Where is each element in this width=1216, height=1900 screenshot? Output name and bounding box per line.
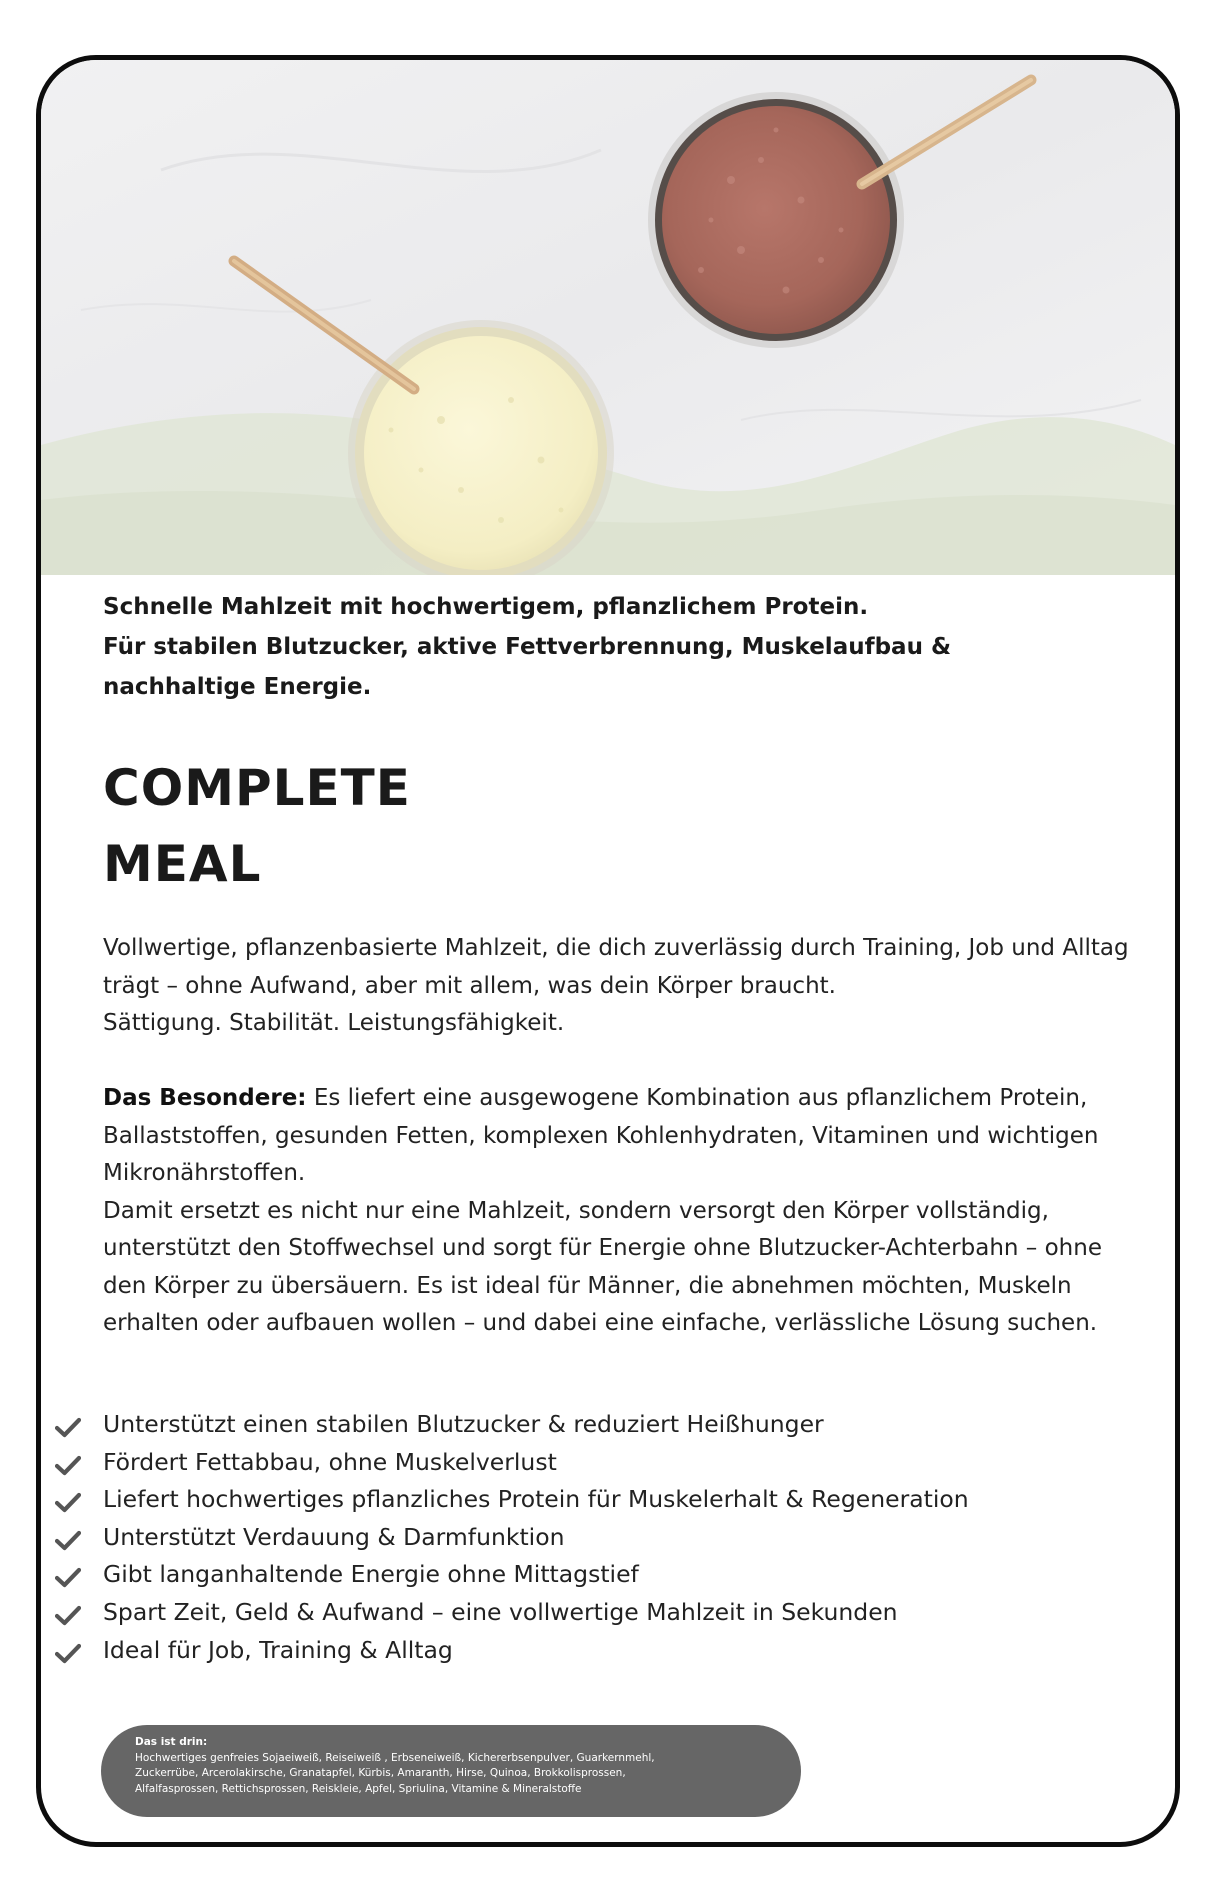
benefit-text: Unterstützt Verdauung & Darmfunktion [103,1522,565,1551]
description-paragraph: Damit ersetzt es nicht nur eine Mahlzeit, sondern versorgt den Körper vollständig, unterstützt den Stoffwechsel und sorgt für Energie ohne Blutzucker-Achterbahn – ohne den Körper zu übersäuern. Es ist ideal für Männer, die abnehmen möchten, Muskeln erhalten oder aufbauen wollen – und dabei eine einfache, verlässliche Lösung suchen. [103,1197,1102,1336]
special-text: Es liefert eine ausgewogene Kombination aus pflanzlichem Protein, Ballaststoffen, gesunden Fetten, komplexen Kohlenhydraten, Vitaminen und wichtigen Mikronährstoffen. [103,1085,1099,1186]
title-line: MEAL [103,835,262,893]
smoothie-photo [41,60,1175,575]
intro-line: nachhaltige Energie. [103,674,372,700]
description-tagline: Sättigung. Stabilität. Leistungsfähigkeit. [103,1010,565,1036]
intro-text [103,587,1103,707]
checkmark-icon [55,1643,81,1665]
checkmark-icon [55,1605,81,1627]
benefit-item [41,1481,1141,1519]
checkmark-icon [55,1417,81,1439]
benefit-text: Fördert Fettabbau, ohne Muskelverlust [103,1447,557,1476]
intro-line: Schnelle Mahlzeit mit hochwertigem, pflanzlichem Protein. [103,594,869,620]
benefit-text: Liefert hochwertiges pflanzliches Protein für Muskelerhalt & Regeneration [103,1485,969,1514]
intro-line: Für stabilen Blutzucker, aktive Fettverbrennung, Muskelaufbau & [103,634,952,660]
benefit-item [41,1632,1141,1670]
ingredients-line: Zuckerrübe, Arcerolakirsche, Granatapfel, Kürbis, Amaranth, Hirse, Quinoa, Brokkolisprossen, [135,1767,626,1779]
benefit-text: Ideal für Job, Training & Alltag [103,1635,453,1664]
benefit-item [41,1406,1141,1444]
benefit-item [41,1444,1141,1482]
checkmark-icon [55,1530,81,1552]
checkmark-icon [55,1567,81,1589]
product-card [36,55,1180,1847]
benefit-item [41,1594,1141,1632]
benefit-text: Unterstützt einen stabilen Blutzucker & reduziert Heißhunger [103,1410,824,1438]
title-line: COMPLETE [103,759,411,817]
checkmark-icon [55,1455,81,1477]
special-label: Das Besondere: [103,1085,307,1111]
benefit-item [41,1556,1141,1594]
benefit-text: Gibt langanhaltende Energie ohne Mittagstief [103,1560,639,1589]
description-paragraph: Vollwertige, pflanzenbasierte Mahlzeit, die dich zuverlässig durch Training, Job und Alltag trägt – ohne Aufwand, aber mit allem, was dein Körper braucht. [103,935,1129,999]
page-title [103,750,411,902]
benefit-item [41,1519,1141,1557]
benefit-list [41,1406,1141,1669]
ingredients-line: Alfalfasprossen, Rettichsprossen, Reiskleie, Apfel, Spriulina, Vitamine & Mineralstoffe [135,1782,582,1795]
special-paragraph [103,1080,1133,1193]
ingredients-title: Das ist drin: [135,1736,208,1748]
ingredients-line: Hochwertiges genfreies Sojaeiweiß, Reiseiweiß , Erbseneiweiß, Kichererbsenpulver, Guarkernmehl, [135,1751,655,1764]
checkmark-icon [55,1492,81,1514]
description [103,930,1133,1343]
benefit-text: Spart Zeit, Geld & Aufwand – eine vollwertige Mahlzeit in Sekunden [103,1597,898,1626]
ingredients-box [101,1725,801,1817]
hero-image [41,60,1175,575]
